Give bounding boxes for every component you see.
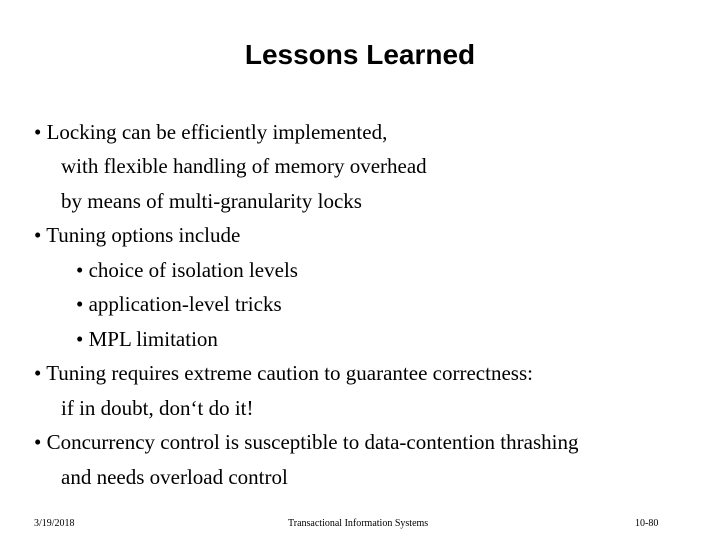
- continuation-line: by means of multi-granularity locks: [61, 189, 362, 213]
- continuation-line: and needs overload control: [61, 465, 288, 489]
- continuation-line: with flexible handling of memory overhead: [61, 154, 427, 178]
- slide-title: Lessons Learned: [244, 39, 476, 70]
- bullet-line: • Concurrency control is susceptible to data-contention thrashing: [34, 430, 579, 454]
- bullet-line: • Tuning options include: [34, 223, 241, 247]
- bullet-line: • Locking can be efficiently implemented,: [34, 120, 388, 144]
- sub-bullet-line: • choice of isolation levels: [76, 258, 298, 282]
- bullet-line: • Tuning requires extreme caution to guarantee correctness:: [34, 361, 533, 385]
- footer-date: 3/19/2018: [34, 518, 75, 529]
- sub-bullet-line: • MPL limitation: [76, 327, 218, 351]
- footer-page-number: 10-80: [635, 518, 659, 529]
- sub-bullet-line: • application-level tricks: [76, 292, 282, 316]
- continuation-line: if in doubt, don‘t do it!: [61, 396, 254, 420]
- footer-center-text: Transactional Information Systems: [288, 518, 429, 529]
